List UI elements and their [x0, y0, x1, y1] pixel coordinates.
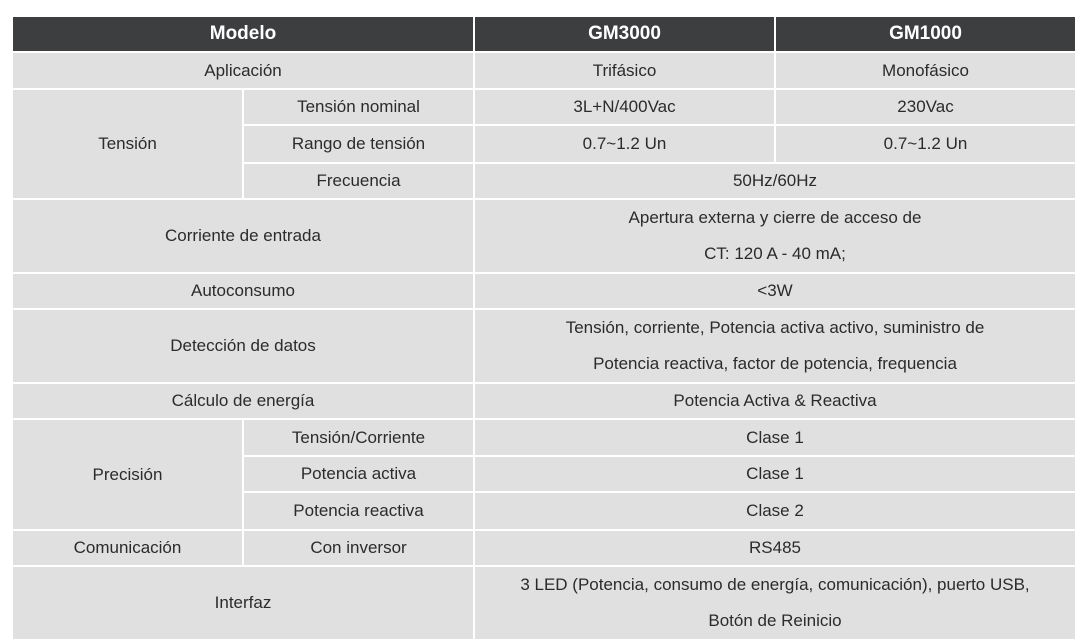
- label-con-inversor: Con inversor: [244, 531, 473, 565]
- row-interfaz: [13, 567, 1075, 639]
- label-tension: Tensión: [13, 90, 242, 198]
- row-precision-tension-corriente: [13, 420, 1075, 455]
- label-rango-tension: Rango de tensión: [244, 126, 473, 162]
- value-deteccion-line1: Tensión, corriente, Potencia activa activo, suministro de: [565, 318, 985, 337]
- label-frecuencia: Frecuencia: [244, 164, 473, 198]
- row-calculo: [13, 384, 1075, 418]
- header-row: [13, 17, 1075, 51]
- value-potencia-activa: Clase 1: [475, 457, 1075, 491]
- row-aplicacion: [13, 53, 1075, 88]
- value-aplicacion-gm3000: Trifásico: [475, 53, 774, 88]
- label-corriente: Corriente de entrada: [13, 200, 473, 272]
- value-corriente: [475, 200, 1075, 272]
- label-deteccion: Detección de datos: [13, 310, 473, 382]
- value-calculo: Potencia Activa & Reactiva: [475, 384, 1075, 418]
- value-deteccion-line2: Potencia reactiva, factor de potencia, frequencia: [593, 354, 957, 373]
- header-gm1000: GM1000: [776, 17, 1075, 51]
- label-potencia-activa: Potencia activa: [244, 457, 473, 491]
- value-frecuencia: 50Hz/60Hz: [475, 164, 1075, 198]
- row-comunicacion: [13, 531, 1075, 565]
- label-autoconsumo: Autoconsumo: [13, 274, 473, 308]
- label-interfaz: Interfaz: [13, 567, 473, 639]
- label-potencia-reactiva: Potencia reactiva: [244, 493, 473, 529]
- value-interfaz: [475, 567, 1075, 639]
- value-autoconsumo: <3W: [475, 274, 1075, 308]
- value-interfaz-line1: 3 LED (Potencia, consumo de energía, comunicación), puerto USB,: [520, 575, 1030, 594]
- value-interfaz-line2: Botón de Reinicio: [708, 611, 842, 630]
- label-calculo: Cálculo de energía: [13, 384, 473, 418]
- label-comunicacion: Comunicación: [13, 531, 242, 565]
- value-rango-gm1000: 0.7~1.2 Un: [776, 126, 1075, 162]
- value-corriente-line1: Apertura externa y cierre de acceso de: [628, 208, 922, 227]
- value-tension-nominal-gm3000: 3L+N/400Vac: [475, 90, 774, 124]
- value-aplicacion-gm1000: Monofásico: [776, 53, 1075, 88]
- value-comunicacion: RS485: [475, 531, 1075, 565]
- label-aplicacion: Aplicación: [13, 53, 473, 88]
- value-deteccion: [475, 310, 1075, 382]
- row-tension-nominal: [13, 90, 1075, 124]
- header-modelo: Modelo: [13, 17, 473, 51]
- value-potencia-reactiva: Clase 2: [475, 493, 1075, 529]
- row-deteccion: [13, 310, 1075, 382]
- row-corriente: [13, 200, 1075, 272]
- header-gm3000: GM3000: [475, 17, 774, 51]
- value-corriente-line2: CT: 120 A - 40 mA;: [704, 244, 846, 263]
- value-tension-nominal-gm1000: 230Vac: [776, 90, 1075, 124]
- spec-table: [11, 15, 1077, 641]
- label-tension-nominal: Tensión nominal: [244, 90, 473, 124]
- value-rango-gm3000: 0.7~1.2 Un: [475, 126, 774, 162]
- value-tension-corriente: Clase 1: [475, 420, 1075, 455]
- label-tension-corriente: Tensión/Corriente: [244, 420, 473, 455]
- label-precision: Precisión: [13, 420, 242, 529]
- row-autoconsumo: [13, 274, 1075, 308]
